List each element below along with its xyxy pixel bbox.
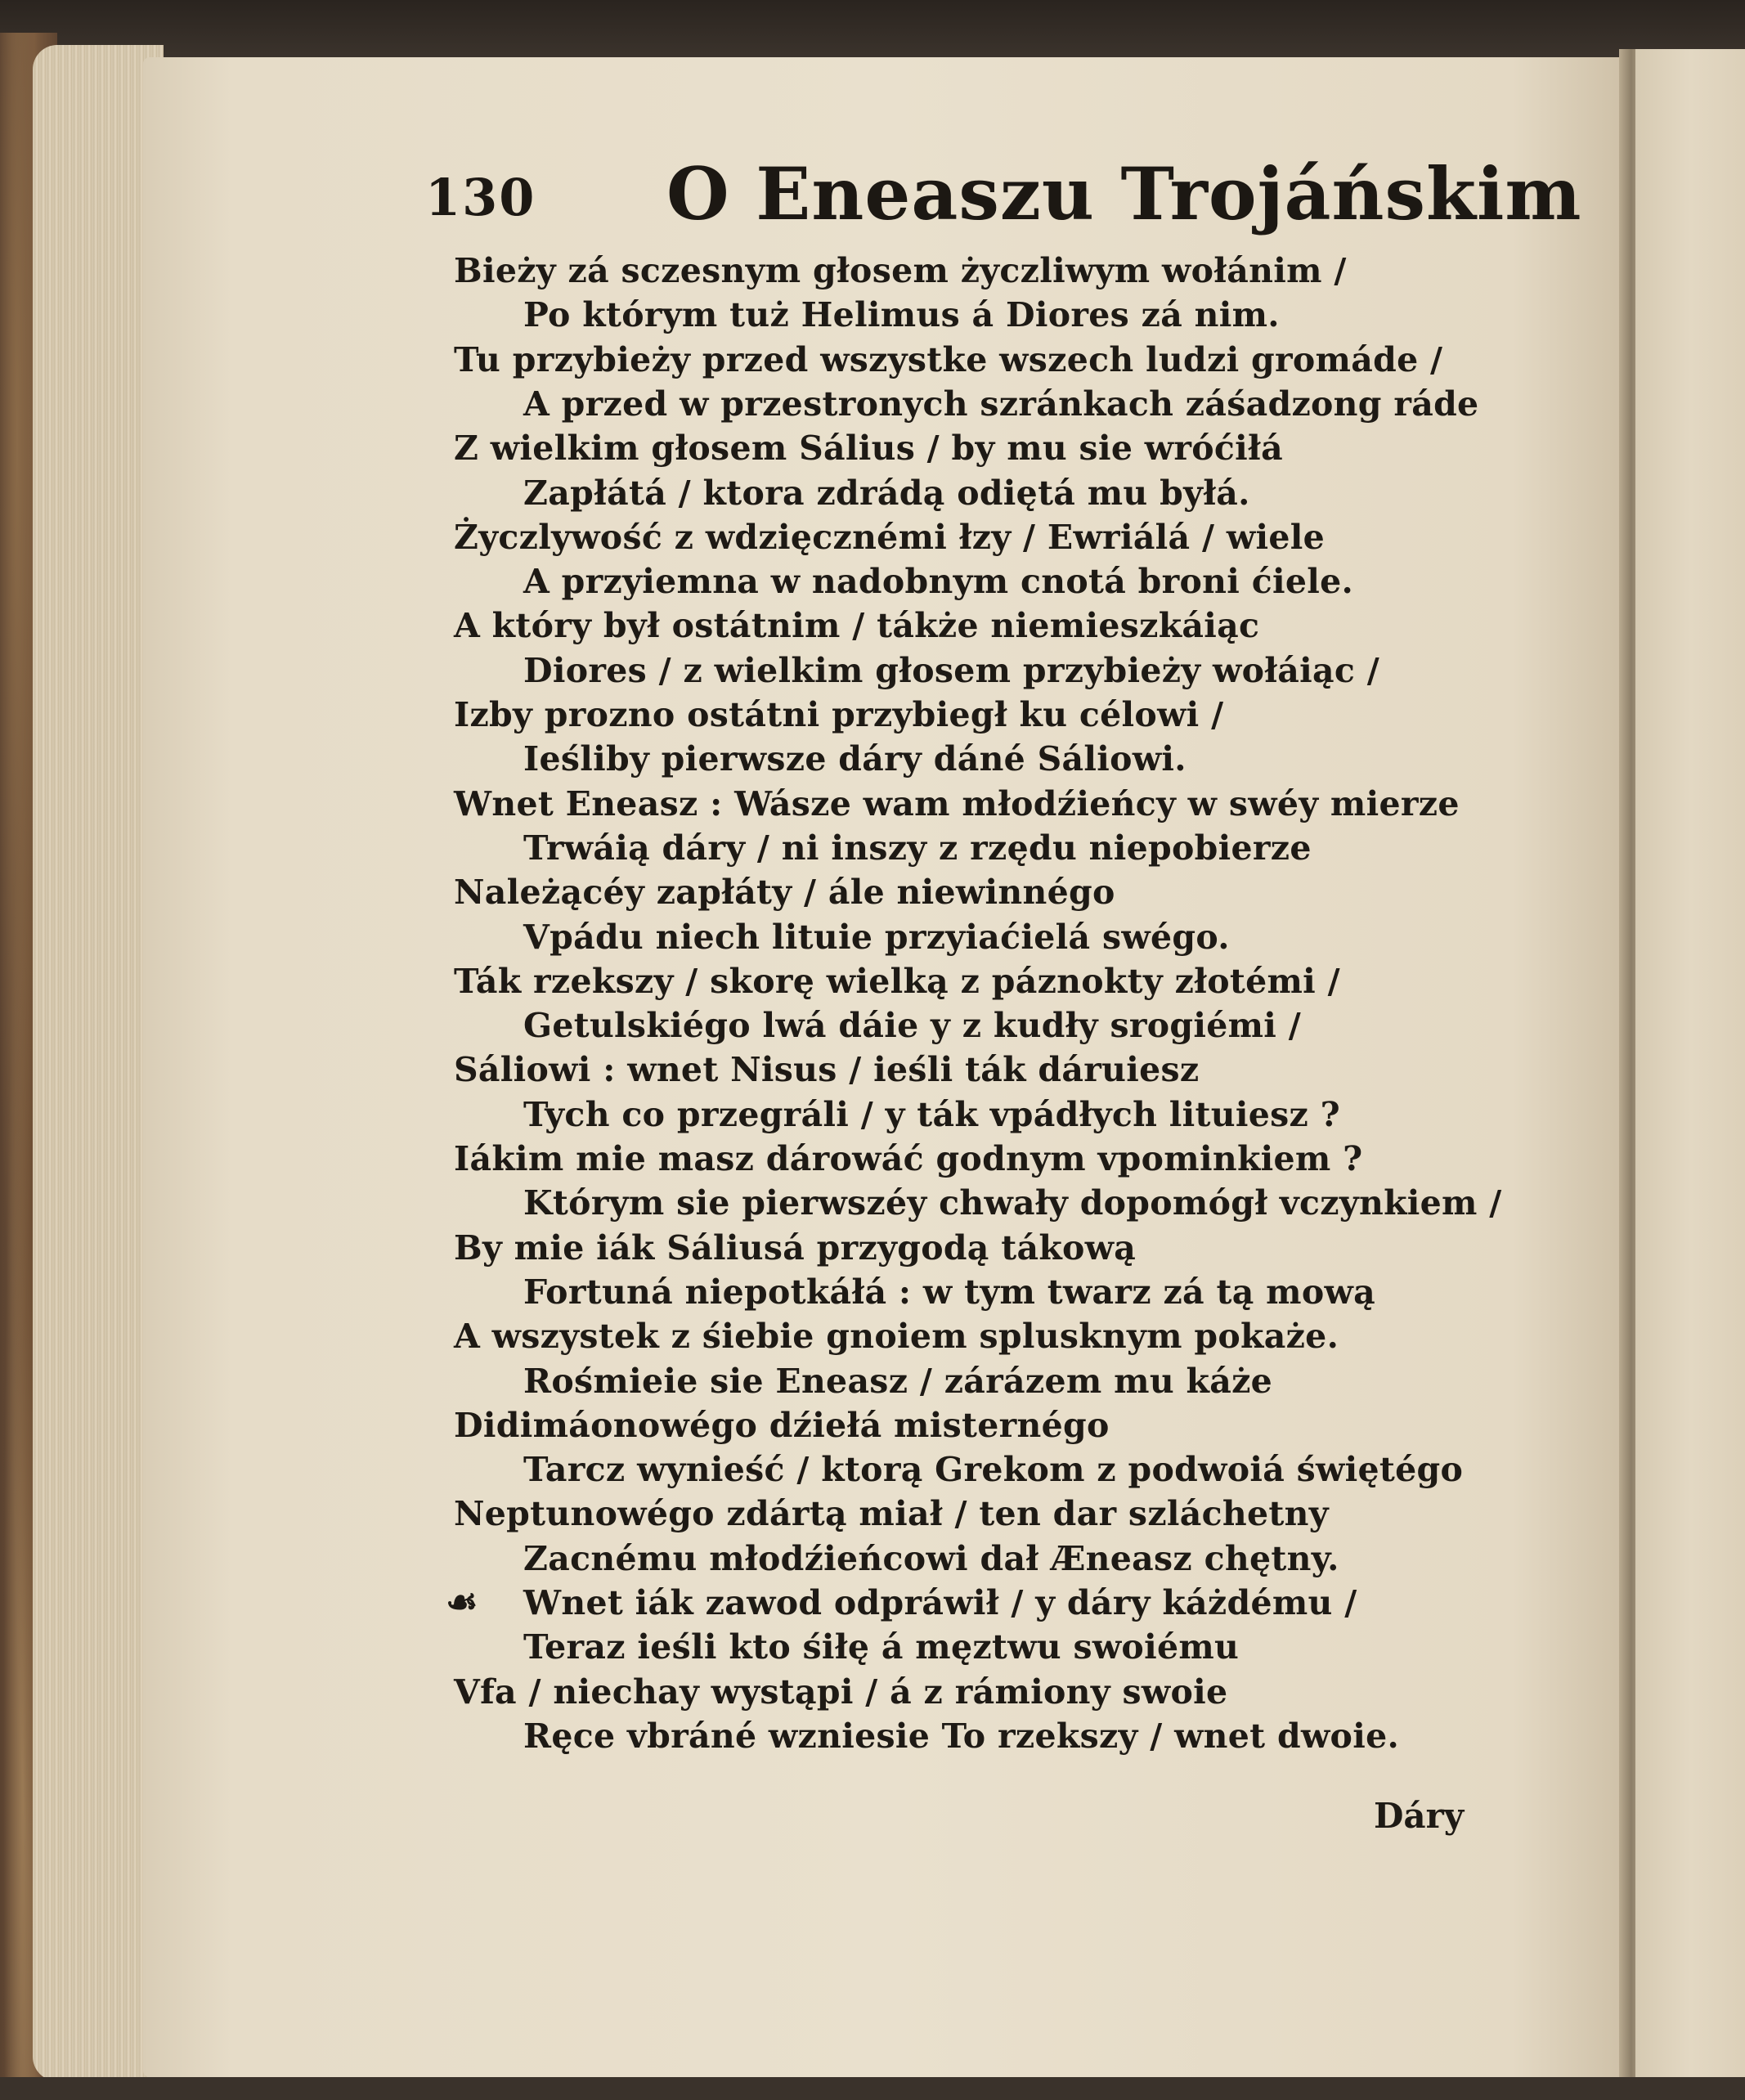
verse-line [523,383,1478,427]
verse-line [454,871,1115,915]
verse-line [523,1715,1399,1759]
verse-line-text: Wnet Eneasz : Wásze wam młodźieńcy w swéy mierze [454,784,1460,823]
verse-line [454,783,1460,827]
verse-line [454,1138,1363,1182]
verse-line [523,1626,1239,1670]
verse-line [523,649,1379,693]
verse-line-text: A przed w przestronych szránkach záśadzong ráde [523,384,1479,424]
verse-line-text: A który był ostátnim / tákże niemieszkáiąc [454,606,1260,645]
verse-line-text: Diores / z wielkim głosem przybieży wołáiąc / [523,651,1380,690]
verse-line-text: Fortuná niepotkáłá : w tym twarz zá tą mową [523,1272,1375,1312]
verse-line-text: Ieśliby pierwsze dáry dáné Sáliowi. [523,739,1187,779]
verse-line [523,1004,1301,1048]
catchword: Dáry [1374,1796,1465,1836]
verse-line [523,1093,1340,1138]
verse-line-text: Bieży zá sczesnym głosem życzliwym wołánim / [454,251,1347,290]
verse-line [523,1271,1375,1315]
page-header [0,151,1745,241]
verse-line-text: Izby prozno ostátni przybiegł ku célowi / [454,695,1224,734]
verse-line [523,1537,1339,1582]
verse-line-text: Vpádu niech lituie przyiaćielá swégo. [523,918,1230,957]
verse-line [454,604,1259,648]
verse-line-text: Wnet iák zawod odpráwił / y dáry káżdému / [523,1583,1357,1622]
verse-line [454,249,1347,294]
verse-line [454,1227,1136,1271]
page-number: 130 [425,168,536,227]
verse-line [454,516,1325,560]
verse-line-text: Ták rzekszy / skorę wielką z páznokty złotémi / [454,962,1340,1001]
verse-line-text: A wszystek z śiebie gnoiem splusknym pokaże. [454,1317,1339,1356]
verse-line [454,693,1223,738]
verse-line [523,916,1230,960]
verse-line [523,827,1312,871]
verse-line-text: Życzlywość z wdzięcznémi łzy / Ewriálá / wiele [454,518,1325,557]
verse-line-text: Zapłátá / ktora zdrádą odiętá mu byłá. [523,473,1250,513]
running-head: O Eneaszu Trojáńskim [666,151,1582,236]
verse-line [446,1582,1357,1626]
verse-line [523,560,1353,604]
verse-line [454,1671,1227,1715]
verse-line-text: Tarcz wynieść / ktorą Grekom z podwoiá świętégo [523,1450,1464,1489]
verse-line [454,427,1283,471]
verse-line-text: Neptunowégo zdártą miał / ten dar szláchetny [454,1494,1329,1533]
verse-line-text: Zacnému młodźieńcowi dał Æneasz chętny. [523,1539,1339,1578]
verse-line [454,1315,1339,1359]
book-bottom-edge [0,2077,1745,2100]
verse-line-text: Z wielkim głosem Sálius / by mu sie wróćiłá [454,429,1283,468]
verse-line-text: Rośmieie sie Eneasz / zárázem mu káże [523,1362,1273,1401]
verse-line [523,738,1187,782]
verse-line-text: Teraz ieśli kto śiłę á męztwu swoiému [523,1627,1240,1667]
verse-line-text: Którym sie pierwszéy chwały dopomógł vczynkiem / [523,1183,1502,1223]
verse-line-text: Vfa / niechay wystąpi / á z rámiony swoie [454,1672,1228,1712]
verse-line [454,1492,1329,1537]
pilcrow-mark: ☙ [446,1582,478,1623]
verse-line-text: Tych co przegráli / y ták vpádłych lituiesz ? [523,1095,1340,1134]
verse-line-text: Po którym tuż Helimus á Diores zá nim. [523,295,1280,334]
verse-line-text: A przyiemna w nadobnym cnotá broni ćiele. [523,562,1354,601]
verse-line [454,339,1442,383]
verse-line [523,294,1280,338]
verse-line [523,472,1250,516]
verse-line-text: Trwáią dáry / ni inszy z rzędu niepobierze [523,828,1312,868]
verse-line [523,1182,1502,1226]
verse-line-text: Tu przybieży przed wszystke wszech ludzi gromáde / [454,340,1443,379]
verse-line [454,960,1340,1004]
verse-line [523,1448,1463,1492]
verse-line [523,1360,1272,1404]
verse-line-text: Sáliowi : wnet Nisus / ieśli ták dáruiesz [454,1050,1200,1089]
book-top-edge [0,0,1745,57]
verse-line [454,1404,1110,1448]
verse-line-text: By mie iák Sáliusá przygodą tákową [454,1228,1137,1268]
verse-line [454,1048,1200,1093]
verse-line-text: Didimáonowégo dźiełá misternégo [454,1406,1110,1445]
verse-line-text: Należącéy zapłáty / ále niewinnégo [454,873,1115,912]
verse-line-text: Ręce vbráné wzniesie To rzekszy / wnet dwoie. [523,1716,1400,1756]
facing-page [1635,49,1745,2085]
verse-line-text: Iákim mie masz dárowáć godnym vpominkiem ? [454,1139,1363,1178]
verse-line-text: Getulskiégo lwá dáie y z kudły srogiémi / [523,1006,1302,1045]
